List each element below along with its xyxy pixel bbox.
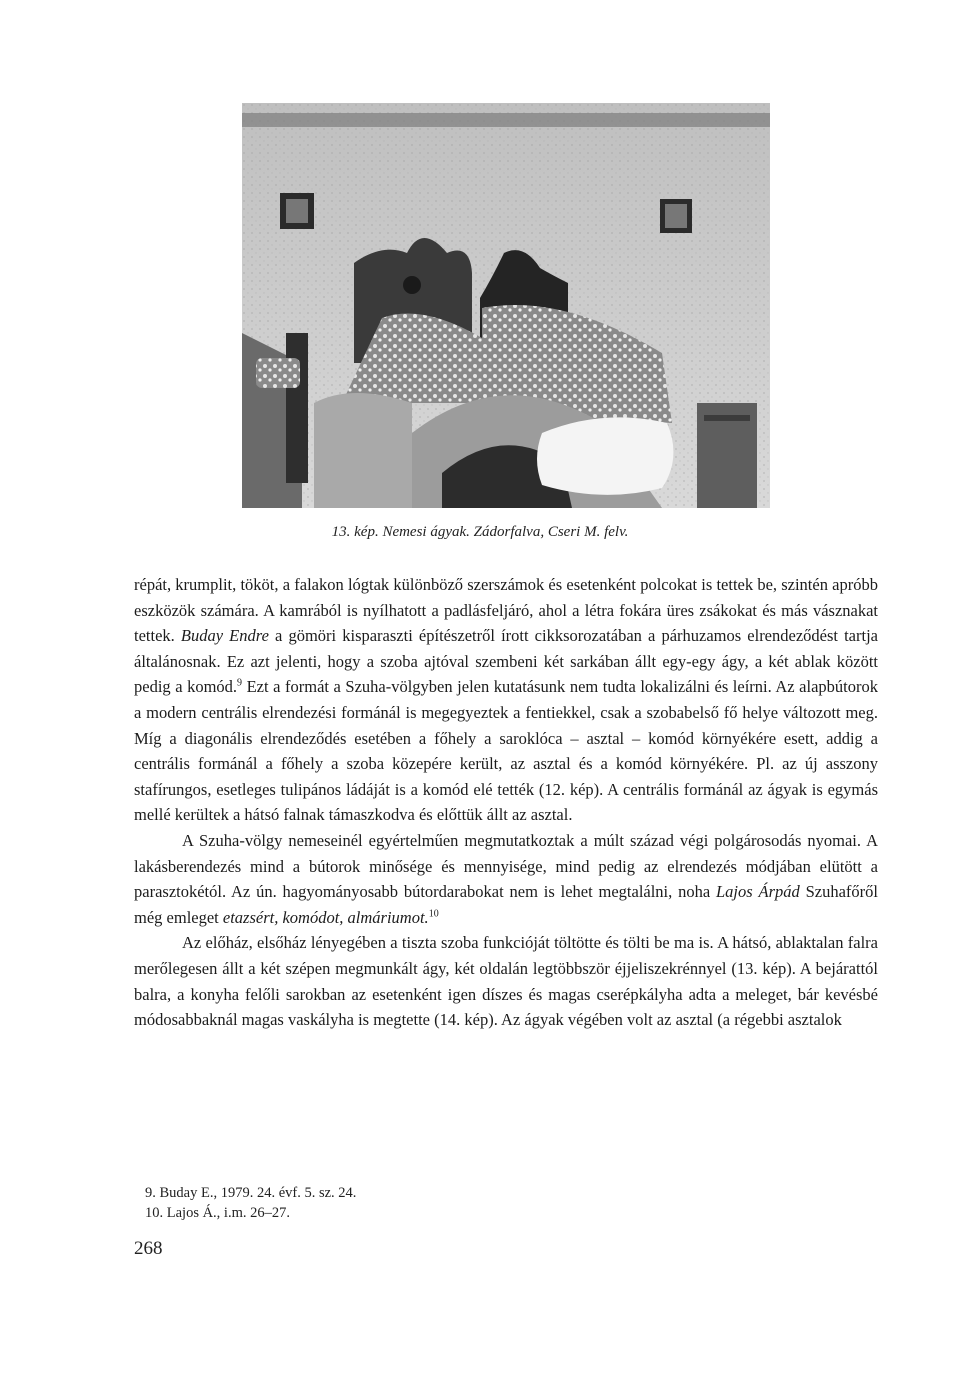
body-text [134,572,878,1033]
italic-text: etazsért, komódot, almáriumot. [222,907,429,927]
footnote-9: 9. Buday E., 1979. 24. évf. 5. sz. 24. [145,1185,357,1201]
paragraph [134,572,878,828]
footnote-10: 10. Lajos Á., i.m. 26–27. [145,1205,290,1221]
text-run: répát, krumplit, tököt, a falakon lógtak különböző szerszámok és esetenként polcokat is tettek be, szintén apróbb eszközök számára. A kamrából is nyílhatott a padlásfeljáró, ahol a létra fokára üres zsákokat és más vásznakat tettek. [134,575,878,646]
photo-beds-image [242,103,770,508]
italic-text: Buday Endre [180,626,269,646]
text-run: Az előház, elsőház lényegében a tiszta szoba funkcióját töltötte és tölti be ma is. A hátsó, ablaktalan falra merőlegesen állt a két szépen megmunkált ágy, két oldalán legtöbbször éjjeliszekrénnyel (13. kép). A bejárattól balra, a konyha felőli sarokban az esetenként igen díszes és magas cserépkályha adta a meleget, bár kevésbé módosabbaknál magas vaskályha is megtette (14. kép). Az ágyak végében volt az asztal (a régebbi asztalok [134,933,878,1030]
footnote-ref: 10 [428,908,439,920]
text-run: Ezt a formát a Szuha-völgyben jelen kutatásunk nem tudta lokalizálni és leírni. Az alapbútorok a modern centrális elrendezési formánál is megegyeztek a fentiekkel, csak a szobabelső fő helye változott meg. Míg a diagonális elrendeződés esetében a főhely a saroklóca – asztal – komód környékére esett, addig a centrális formánál a főhely a szoba közepére került, az asztal és a komód környékére. Pl. az új asszony stafírungos, esetleges tulipános ládáját is a komód elé tették (12. kép). A centrális formánál az ágyak is egymás mellé kerültek a hátsó falnak támaszkodva és előttük állt az asztal. [134,677,878,825]
paragraph [134,930,878,1032]
figure-caption: 13. kép. Nemesi ágyak. Zádorfalva, Cseri M. felv. [331,524,629,540]
text-run: Szuhafőről még emleget [134,882,878,927]
text-run: a gömöri kisparaszti építészetről írott cikksorozatában a párhuzamos elrendeződést tartja általánosnak. Ez azt jelenti, hogy a szoba ajtóval szembeni két sarkában állt egy-egy ágy, a két ablak között pedig a komód. [134,626,878,697]
photo-beds [242,103,770,508]
page-number: 268 [134,1238,163,1259]
text-run: A Szuha-völgy nemeseinél egyértelműen megmutatkoztak a múlt század végi polgárosodás nyomai. A lakásberendezés mind a bútorok minősége és mennyisége, mind pedig az elrendezés módjában elütött a parasztokétól. Az ún. hagyományosabb bútordarabokat nem is lehet megtalálni, noha [134,830,878,902]
italic-text: Lajos Árpád [716,882,800,902]
paragraph [134,828,878,930]
footnotes [145,1183,356,1223]
footnote-ref: 9 [237,677,243,689]
